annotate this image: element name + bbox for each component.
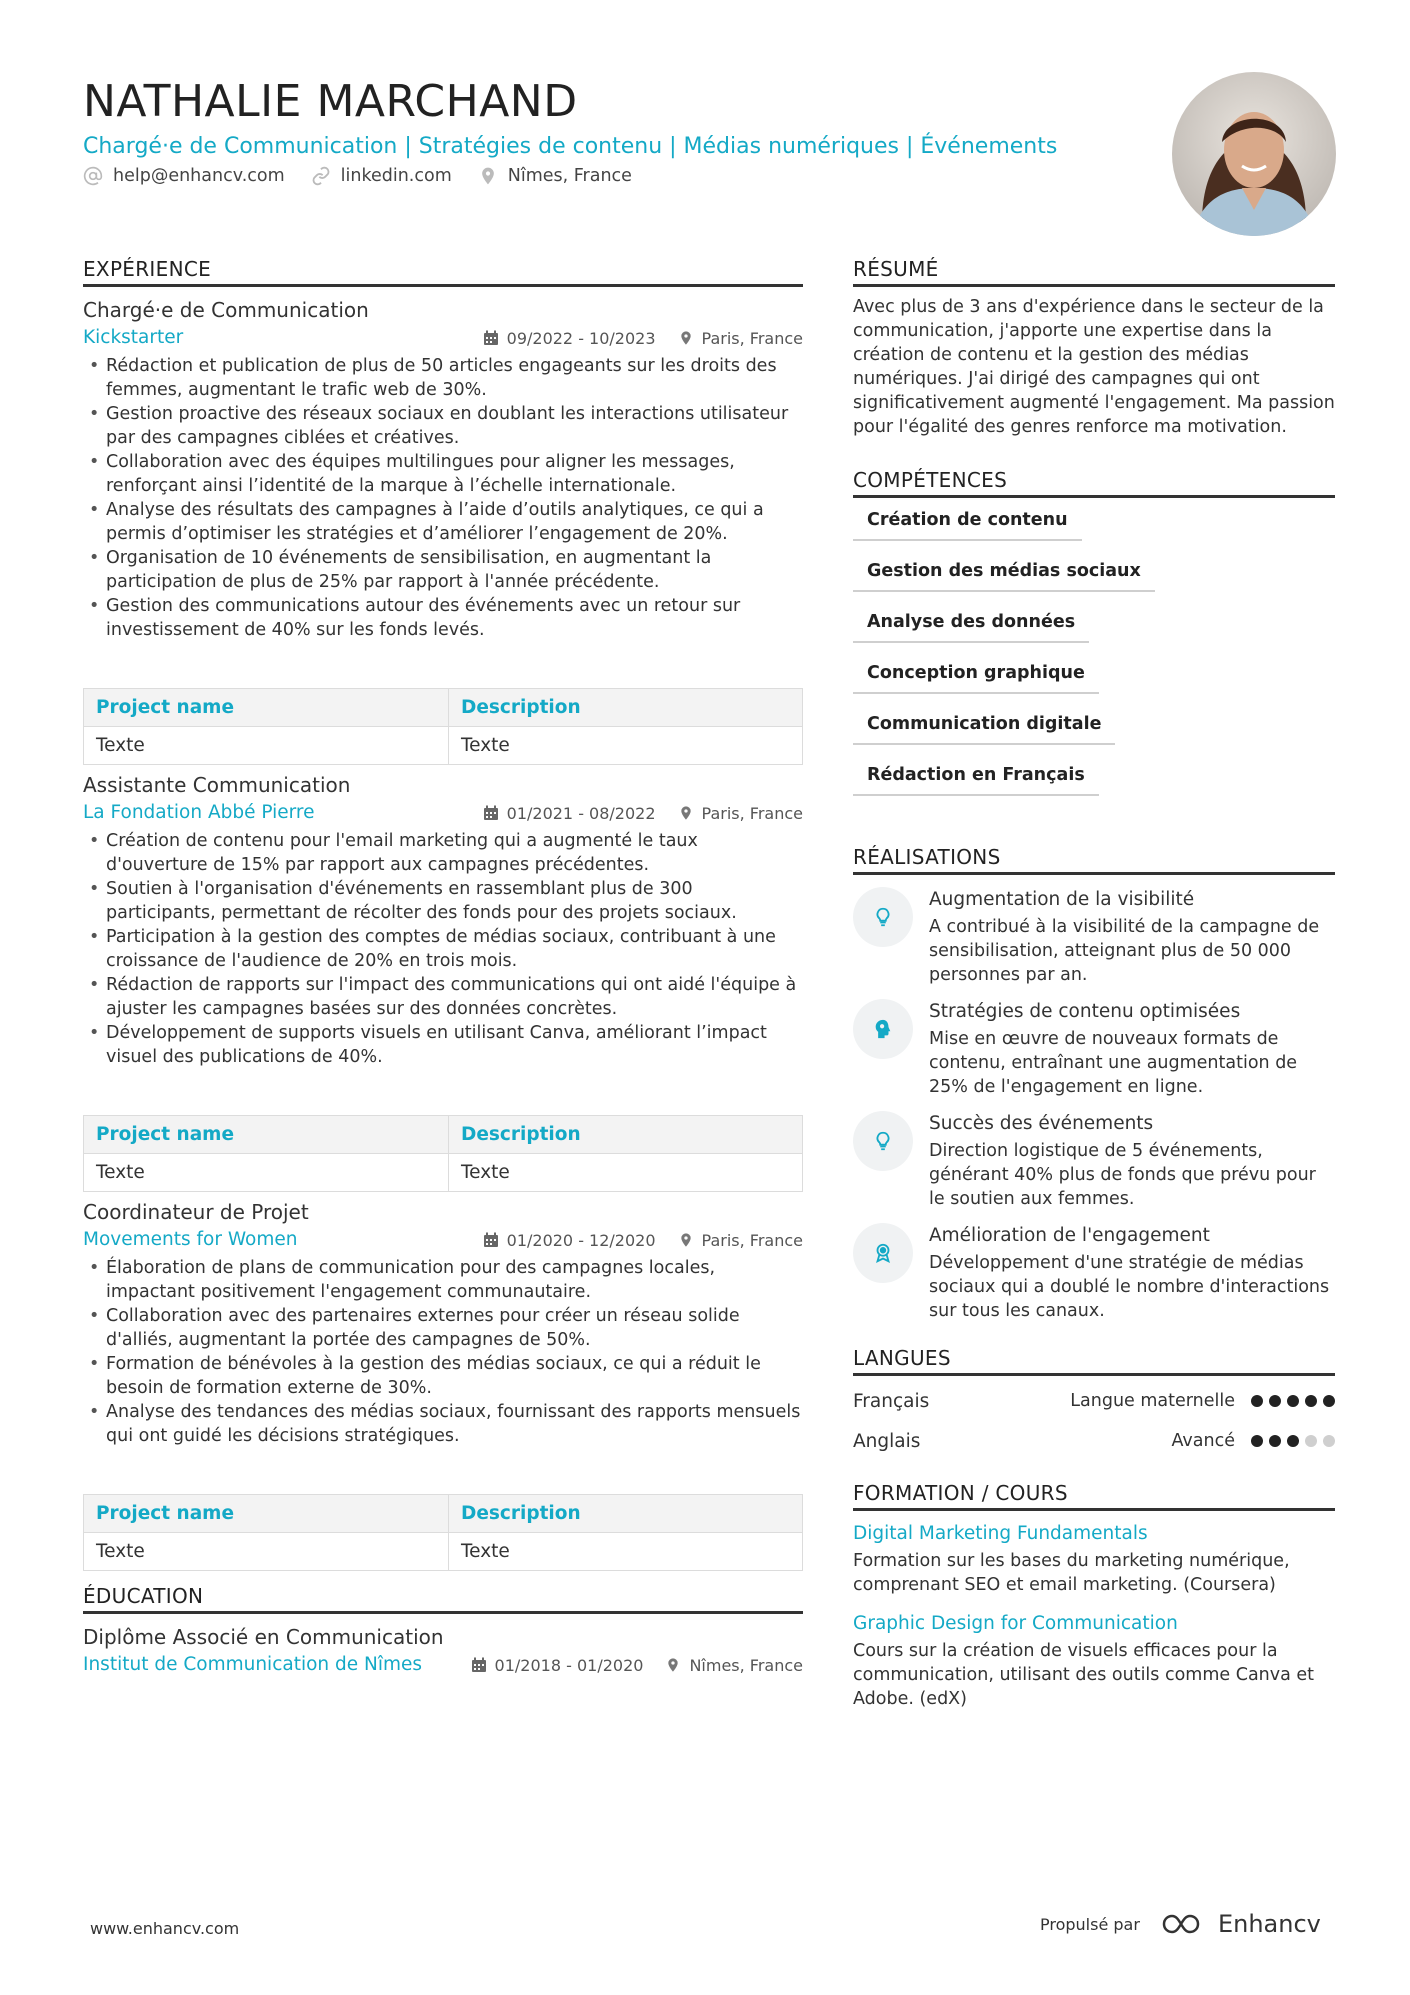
contact-linkedin[interactable] (311, 166, 452, 186)
job-bullets (83, 829, 803, 1069)
courses-heading: FORMATION / COURS (853, 1480, 1335, 1511)
skill-tag: Gestion des médias sociaux (853, 557, 1155, 592)
project-name-cell: Texte (84, 1533, 449, 1571)
experience-item (83, 1198, 803, 1571)
course-title: Graphic Design for Communication (853, 1613, 1178, 1634)
job-location: Paris, France (701, 328, 803, 348)
candidate-name: NATHALIE MARCHAND (83, 76, 578, 127)
bullet-item: • Formation de bénévoles à la gestion des médias sociaux, ce qui a réduit le besoin de formation externe de 30%. (83, 1352, 803, 1400)
job-title: Assistante Communication (83, 773, 351, 797)
candidate-tagline: Chargé·e de Communication | Stratégies de contenu | Médias numériques | Événements (83, 134, 1058, 159)
achievement-title: Stratégies de contenu optimisées (929, 1001, 1241, 1022)
location-pin-icon (665, 1657, 681, 1673)
location-pin-icon (478, 166, 498, 186)
company-name: Kickstarter (83, 327, 184, 348)
at-icon (83, 166, 103, 186)
project-description-cell: Texte (449, 1533, 803, 1571)
education-location: Nîmes, France (689, 1655, 803, 1675)
project-description-header: Description (449, 689, 803, 727)
summary-text: Avec plus de 3 ans d'expérience dans le secteur de la communication, j'apporte une expertise dans la création de contenu et la gestion des médias numériques. J'ai dirigé des campagnes qui ont significativement augmenté l'engagement. Ma passion pour l'égalité des genres renforce ma motivation. (853, 297, 1335, 437)
rating-dot (1251, 1435, 1263, 1447)
skills-heading: COMPÉTENCES (853, 467, 1335, 498)
award-ribbon-icon (872, 1242, 894, 1264)
achievement-description: Mise en œuvre de nouveaux formats de contenu, entraînant une augmentation de 25% de l'engagement en ligne. (929, 1029, 1298, 1097)
rating-dot (1323, 1435, 1335, 1447)
location-pin-icon (678, 1232, 694, 1248)
job-dates: 01/2020 - 12/2020 (506, 1230, 656, 1250)
experience-item (83, 296, 803, 765)
job-location: Paris, France (701, 1230, 803, 1250)
job-location: Paris, France (701, 803, 803, 823)
achievement-title: Augmentation de la visibilité (929, 889, 1195, 910)
course-title: Digital Marketing Fundamentals (853, 1523, 1148, 1544)
bullet-item: • Élaboration de plans de communication pour des campagnes locales, impactant positivement l'engagement communautaire. (83, 1256, 803, 1304)
rating-dot (1323, 1395, 1335, 1407)
language-level: Langue maternelle (1070, 1391, 1235, 1411)
rating-dot (1269, 1435, 1281, 1447)
project-table (83, 688, 803, 765)
calendar-icon (471, 1657, 487, 1673)
location-pin-icon (678, 805, 694, 821)
skill-tag: Création de contenu (853, 506, 1082, 541)
job-dates: 09/2022 - 10/2023 (506, 328, 656, 348)
brand-logo[interactable] (1162, 1910, 1321, 1938)
job-dates: 01/2021 - 08/2022 (506, 803, 656, 823)
language-rating (1251, 1395, 1335, 1407)
achievement-title: Succès des événements (929, 1113, 1154, 1134)
calendar-icon (483, 1232, 499, 1248)
contact-linkedin-text: linkedin.com (340, 166, 452, 186)
project-name-cell: Texte (84, 1154, 449, 1192)
project-name-cell: Texte (84, 727, 449, 765)
achievements-heading: RÉALISATIONS (853, 844, 1335, 875)
skill-tag: Rédaction en Français (853, 761, 1099, 796)
achievement-description: Direction logistique de 5 événements, générant 40% plus de fonds que prévu pour le soutien aux femmes. (929, 1141, 1316, 1209)
course-description: Cours sur la création de visuels efficaces pour la communication, utilisant des outils comme Canva et Adobe. (edX) (853, 1641, 1315, 1709)
languages-heading: LANGUES (853, 1345, 1335, 1376)
school-name: Institut de Communication de Nîmes (83, 1654, 423, 1675)
bullet-item: • Analyse des tendances des médias sociaux, fournissant des rapports mensuels qui ont guidé les décisions stratégiques. (83, 1400, 803, 1448)
powered-by-label: Propulsé par (1040, 1914, 1140, 1934)
calendar-icon (483, 330, 499, 346)
course-description: Formation sur les bases du marketing numérique, comprenant SEO et email marketing. (Coursera) (853, 1551, 1290, 1595)
profile-photo (1172, 72, 1336, 236)
bullet-item: • Analyse des résultats des campagnes à l’aide d’outils analytiques, ce qui a permis d’optimiser les stratégies et d’améliorer l’engagement de 20%. (83, 498, 803, 546)
language-rating (1251, 1435, 1335, 1447)
summary-heading: RÉSUMÉ (853, 256, 1335, 287)
footer-website[interactable]: www.enhancv.com (90, 1919, 240, 1938)
lightbulb-icon (872, 906, 894, 928)
achievement-description: Développement d'une stratégie de médias sociaux qui a doublé le nombre d'interactions sur tous les canaux. (929, 1253, 1330, 1321)
contact-email[interactable] (83, 166, 285, 186)
achievement-title: Amélioration de l'engagement (929, 1225, 1210, 1246)
achievement-description: A contribué à la visibilité de la campagne de sensibilisation, atteignant plus de 50 000 personnes par an. (929, 917, 1320, 985)
rating-dot (1305, 1395, 1317, 1407)
project-description-cell: Texte (449, 1154, 803, 1192)
bullet-item: • Gestion proactive des réseaux sociaux en doublant les interactions utilisateur par des campagnes ciblées et créatives. (83, 402, 803, 450)
job-bullets (83, 1256, 803, 1448)
language-item (853, 1386, 1335, 1416)
project-description-header: Description (449, 1495, 803, 1533)
bullet-item: • Collaboration avec des équipes multilingues pour aligner les messages, renforçant ainsi l’identité de la marque à l’échelle internationale. (83, 450, 803, 498)
bullet-item: • Soutien à l'organisation d'événements en rassemblant plus de 300 participants, permettant de récolter des fonds pour des projets sociaux. (83, 877, 803, 925)
rating-dot (1269, 1395, 1281, 1407)
degree-title: Diplôme Associé en Communication (83, 1625, 444, 1649)
project-name-header: Project name (84, 1116, 449, 1154)
language-name: Anglais (853, 1430, 921, 1452)
education-dates: 01/2018 - 01/2020 (494, 1655, 644, 1675)
brand-name: Enhancv (1217, 1910, 1321, 1938)
bullet-item: • Rédaction de rapports sur l'impact des communications qui ont aidé l'équipe à ajuster les campagnes basées sur des données concrètes. (83, 973, 803, 1021)
contact-email-text: help@enhancv.com (113, 166, 285, 186)
bullet-item: • Organisation de 10 événements de sensibilisation, en augmentant la participation de plus de 25% par rapport à l'année précédente. (83, 546, 803, 594)
company-name: Movements for Women (83, 1229, 298, 1250)
job-title: Chargé·e de Communication (83, 298, 369, 322)
skill-tag: Analyse des données (853, 608, 1089, 643)
skills-list (853, 506, 1335, 812)
language-name: Français (853, 1390, 930, 1412)
contact-location-text: Nîmes, France (507, 166, 632, 186)
bullet-item: • Collaboration avec des partenaires externes pour créer un réseau solide d'alliés, augmentant la portée des campagnes de 50%. (83, 1304, 803, 1352)
location-pin-icon (678, 330, 694, 346)
course-item (853, 1521, 1335, 1597)
education-item (83, 1623, 803, 1679)
rating-dot (1287, 1435, 1299, 1447)
project-description-header: Description (449, 1116, 803, 1154)
job-title: Coordinateur de Projet (83, 1200, 309, 1224)
bullet-item: • Rédaction et publication de plus de 50 articles engageants sur les droits des femmes, augmentant le trafic web de 30%. (83, 354, 803, 402)
contact-location (478, 166, 632, 186)
rating-dot (1287, 1395, 1299, 1407)
right-column (853, 256, 1335, 1711)
enhancv-logo-icon (1162, 1912, 1210, 1936)
company-name: La Fondation Abbé Pierre (83, 802, 315, 823)
education-heading: ÉDUCATION (83, 1583, 803, 1614)
experience-heading: EXPÉRIENCE (83, 256, 803, 287)
footer-branding (1040, 1910, 1321, 1938)
skill-tag: Communication digitale (853, 710, 1115, 745)
bullet-item: • Création de contenu pour l'email marketing qui a augmenté le taux d'ouverture de 15% par rapport aux campagnes précédentes. (83, 829, 803, 877)
link-icon (311, 166, 331, 186)
achievement-item (853, 999, 1335, 1099)
experience-item (83, 771, 803, 1192)
job-bullets (83, 354, 803, 642)
project-name-header: Project name (84, 1495, 449, 1533)
project-table (83, 1115, 803, 1192)
course-item (853, 1611, 1335, 1711)
brain-head-icon (872, 1018, 894, 1040)
contact-list (83, 166, 1143, 186)
language-level: Avancé (1171, 1431, 1235, 1451)
bullet-item: • Participation à la gestion des comptes de médias sociaux, contribuant à une croissance de l'audience de 20% en trois mois. (83, 925, 803, 973)
calendar-icon (483, 805, 499, 821)
rating-dot (1305, 1435, 1317, 1447)
project-name-header: Project name (84, 689, 449, 727)
left-column (83, 256, 803, 1679)
achievement-item (853, 1223, 1335, 1323)
achievement-item (853, 1111, 1335, 1211)
achievement-item (853, 887, 1335, 987)
bullet-item: • Développement de supports visuels en utilisant Canva, améliorant l’impact visuel des publications de 40%. (83, 1021, 803, 1069)
skill-tag: Conception graphique (853, 659, 1099, 694)
rating-dot (1251, 1395, 1263, 1407)
project-table (83, 1494, 803, 1571)
project-description-cell: Texte (449, 727, 803, 765)
lightbulb-icon (872, 1130, 894, 1152)
bullet-item: • Gestion des communications autour des événements avec un retour sur investissement de 40% sur les fonds levés. (83, 594, 803, 642)
language-item (853, 1426, 1335, 1456)
resume-header (83, 74, 1143, 186)
